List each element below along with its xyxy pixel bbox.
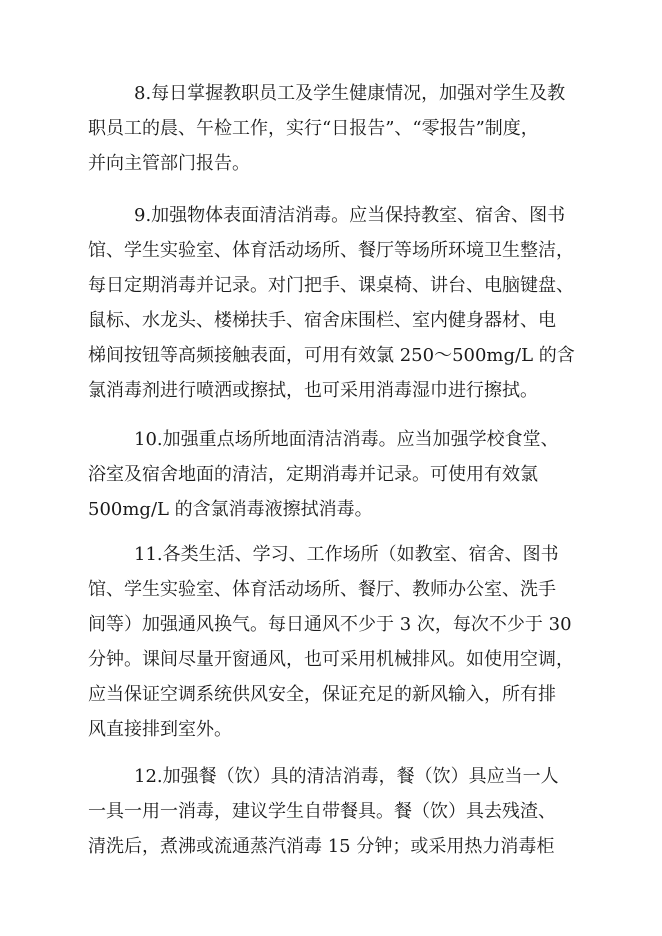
paragraph-11-line-6: 风直接排到室外。 <box>88 719 232 740</box>
paragraph-12-line-2: 一具一用一消毒，建议学生自带餐具。餐（饮）具去残渣、 <box>88 801 556 822</box>
paragraph-11-line-5: 应当保证空调系统供风安全，保证充足的新风输入，所有排 <box>88 684 556 705</box>
paragraph-8-line-3: 并向主管部门报告。 <box>88 153 250 174</box>
paragraph-11-line-1: 11.各类生活、学习、工作场所（如教室、宿舍、图书 <box>134 544 559 565</box>
paragraph-11-line-2: 馆、学生实验室、体育活动场所、餐厅、教师办公室、洗手 <box>88 579 556 600</box>
paragraph-9-line-3: 每日定期消毒并记录。对门把手、课桌椅、讲台、电脑键盘、 <box>88 275 574 296</box>
paragraph-10-line-1: 10.加强重点场所地面清洁消毒。应当加强学校食堂、 <box>134 429 559 450</box>
paragraph-11-line-3: 间等）加强通风换气。每日通风不少于 3 次，每次不少于 30 <box>88 614 572 635</box>
paragraph-12-line-1: 12.加强餐（饮）具的清洁消毒，餐（饮）具应当一人 <box>134 766 559 787</box>
paragraph-9-line-1: 9.加强物体表面清洁消毒。应当保持教室、宿舍、图书 <box>134 205 566 226</box>
paragraph-10-line-2: 浴室及宿舍地面的清洁，定期消毒并记录。可使用有效氯 <box>88 464 538 485</box>
paragraph-9-line-4: 鼠标、水龙头、楼梯扶手、宿舍床围栏、室内健身器材、电 <box>88 310 556 331</box>
paragraph-9-line-5: 梯间按钮等高频接触表面，可用有效氯 250～500mg/L 的含 <box>88 345 575 366</box>
paragraph-10-line-3: 500mg/L 的含氯消毒液擦拭消毒。 <box>88 499 373 520</box>
paragraph-9-line-6: 氯消毒剂进行喷洒或擦拭，也可采用消毒湿巾进行擦拭。 <box>88 380 538 401</box>
paragraph-8-line-2: 职员工的晨、午检工作，实行“日报告”、“零报告”制度， <box>88 118 539 139</box>
paragraph-12-line-3: 清洗后，煮沸或流通蒸汽消毒 15 分钟；或采用热力消毒柜 <box>88 836 555 857</box>
paragraph-11-line-4: 分钟。课间尽量开窗通风，也可采用机械排风。如使用空调， <box>88 649 574 670</box>
paragraph-8-line-1: 8.每日掌握教职员工及学生健康情况，加强对学生及教 <box>134 83 566 104</box>
paragraph-9-line-2: 馆、学生实验室、体育活动场所、餐厅等场所环境卫生整洁， <box>88 240 574 261</box>
